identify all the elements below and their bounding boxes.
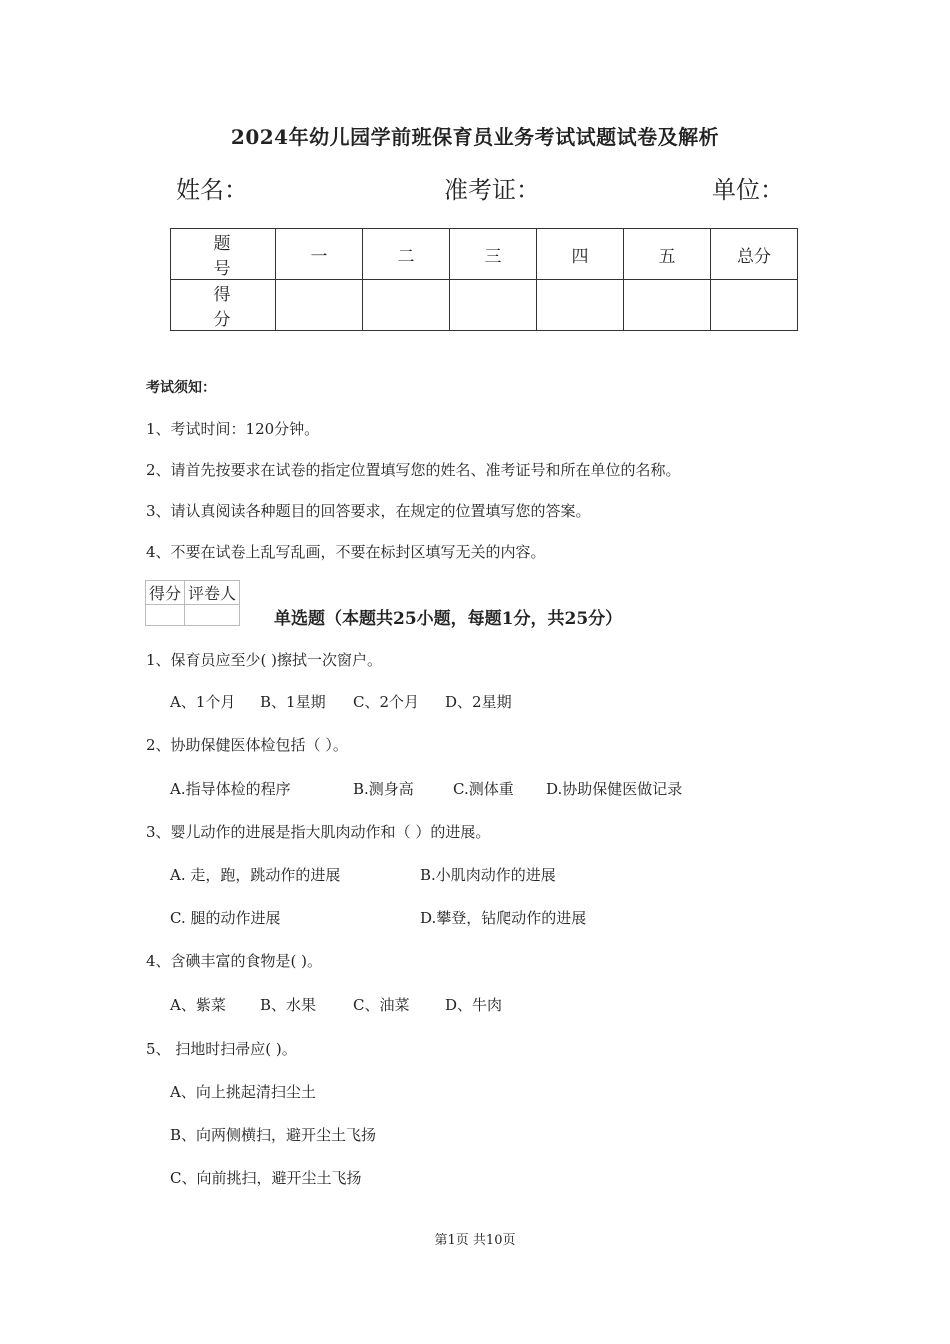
grader-name-label: 评卷人 [185,581,240,605]
score-table [170,228,798,331]
question-option[interactable]: D.协助保健医做记录 [546,780,683,798]
note-item: 1、考试时间：120分钟。 [146,420,320,438]
question-option[interactable]: B.小肌肉动作的进展 [420,866,556,884]
score-table-cell: 总分 [711,229,798,280]
notes-heading: 考试须知： [146,380,216,396]
score-input-cell[interactable] [363,280,450,331]
page-title: 2024年幼儿园学前班保育员业务考试试题试卷及解析 [230,125,720,149]
question-option[interactable]: D.攀登，钻爬动作的进展 [420,909,587,927]
note-item: 3、请认真阅读各种题目的回答要求，在规定的位置填写您的答案。 [146,502,591,520]
question-option[interactable]: B、水果 [260,996,317,1014]
score-table-cell: 一 [276,229,363,280]
question-option[interactable]: B.测身高 [353,780,414,798]
question-option[interactable]: C、油菜 [353,996,410,1014]
score-input-cell[interactable] [450,280,537,331]
score-table-cell: 四 [537,229,624,280]
question-option[interactable]: C. 腿的动作进展 [170,909,281,927]
question-option[interactable]: D、牛肉 [445,996,503,1014]
name-field-label: 姓名： [176,176,248,204]
grader-score-label: 得分 [146,581,185,605]
exam-id-field-label: 准考证： [444,176,540,204]
note-item: 4、不要在试卷上乱写乱画，不要在标封区填写无关的内容。 [146,543,546,561]
score-table-cell: 得 分 [171,280,276,331]
question-stem: 3、婴儿动作的进展是指大肌肉动作和（ ）的进展。 [146,823,491,841]
score-table-cell: 题 号 [171,229,276,280]
score-table-cell: 二 [363,229,450,280]
unit-field-label: 单位： [712,176,784,204]
question-option[interactable]: C、2个月 [353,693,420,711]
page-footer: 第1页 共10页 [434,1233,516,1248]
question-option[interactable]: A、1个月 [170,693,236,711]
note-item: 2、请首先按要求在试卷的指定位置填写您的姓名、准考证号和所在单位的名称。 [146,461,681,479]
score-table-cell: 三 [450,229,537,280]
question-option[interactable]: B、1星期 [260,693,326,711]
score-input-cell[interactable] [537,280,624,331]
question-option[interactable]: B、向两侧横扫，避开尘土飞扬 [170,1126,377,1144]
grader-name-cell[interactable] [185,605,240,626]
score-input-cell[interactable] [711,280,798,331]
question-option[interactable]: A. 走，跑，跳动作的进展 [170,866,341,884]
question-option[interactable]: C、向前挑扫，避开尘土飞扬 [170,1169,362,1187]
question-stem: 4、含碘丰富的食物是( )。 [146,952,323,970]
score-input-cell[interactable] [624,280,711,331]
score-input-cell[interactable] [276,280,363,331]
question-option[interactable]: D、2星期 [445,693,512,711]
question-stem: 5、 扫地时扫帚应( )。 [146,1040,297,1058]
score-table-score-row [171,280,798,331]
question-option[interactable]: A、向上挑起清扫尘土 [170,1083,316,1101]
question-stem: 2、协助保健医体检包括（ ）。 [146,736,348,754]
grader-score-cell[interactable] [146,605,185,626]
question-stem: 1、保育员应至少( )擦拭一次窗户。 [146,651,383,669]
score-table-cell: 五 [624,229,711,280]
grader-table [145,580,240,626]
question-option[interactable]: C.测体重 [453,780,514,798]
score-table-header-row [171,229,798,280]
section-title: 单选题（本题共25小题，每题1分，共25分） [274,609,623,629]
question-option[interactable]: A.指导体检的程序 [170,780,291,798]
question-option[interactable]: A、紫菜 [170,996,226,1014]
